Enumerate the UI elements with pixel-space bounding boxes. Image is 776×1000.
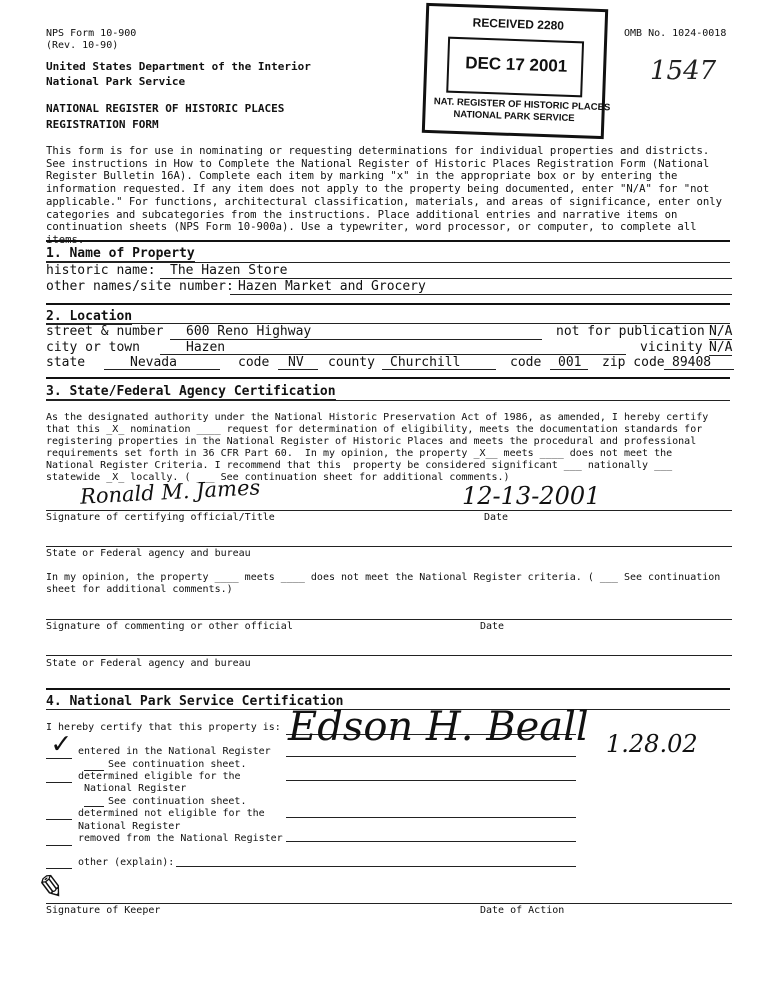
state-line [104,369,220,370]
comment-signature-line [46,619,732,620]
form-revision: (Rev. 10-90) [46,40,119,51]
zip-value: 89408 [672,355,712,370]
option-eligible-sub: National Register [84,783,187,794]
state-value: Nevada [130,355,177,370]
county-line [382,369,496,370]
certifying-date-label: Date [484,512,509,523]
county-code-value: 001 [558,355,582,370]
check-mark-icon: ✓ [52,726,71,761]
section1-heading: 1. Name of Property [46,246,195,261]
instructions-paragraph: This form is for use in nominating or requesting determinations for individual properties and districts. See instructions in How to Complete the National Register of Historic Places Registration Form (National Register Bulletin 16A). Complete each item by marking "x" in the appropriate box or by entering the information requested. If any item does not apply to the property being documented, enter "N/A" for "not applicable." For functions, architectural classification, materials, and areas of significance, enter only categories and subcategories from the instructions. Place additional entries and narrative items on continuation sheets (NPS Form 10-900a). Use a typewriter, word processor, or computer, to complete all items. [46,145,723,246]
divider [46,377,730,379]
county-label: county [328,355,375,370]
certification-line-1: As the designated authority under the National Historic Preservation Act of 1986, as amended, I hereby certify [46,412,709,423]
keeper-date-handwritten: 1.28.02 [606,730,698,758]
county-value: Churchill [390,355,461,370]
checkbox-removed[interactable] [46,845,72,846]
other-names-label: other names/site number: [46,279,234,294]
option-continuation-2: See continuation sheet. [108,796,247,807]
commenting-signature-label: Signature of commenting or other official [46,621,293,632]
other-names-line [230,294,732,295]
agency-line-2 [46,655,732,656]
option-line [286,756,576,757]
county-code-line [550,369,588,370]
section3-heading: 3. State/Federal Agency Certification [46,384,336,399]
keeper-signature: Edson H. Beall [288,704,589,750]
city-value: Hazen [186,340,226,355]
agency-label-2: State or Federal agency and bureau [46,658,251,669]
checkbox-continuation-2[interactable] [84,806,104,807]
divider [46,303,730,305]
street-line [170,339,542,340]
keeper-certify-intro: I hereby certify that this property is: [46,722,281,733]
option-line [286,817,576,818]
city-label: city or town [46,340,140,355]
date-of-action-label: Date of Action [480,905,565,916]
commenting-date-label: Date [480,621,505,632]
option-not-eligible-sub: National Register [78,821,181,832]
certification-line-4: requirements set forth in 36 CFR Part 60. In my opinion, the property _X__ meets ____ does not meet the [46,448,673,459]
stamp-received-text: RECEIVED 2280 [472,15,565,33]
keeper-initials-mark: ✎ [34,868,63,908]
stamp-nps-text: NATIONAL PARK SERVICE [453,108,575,125]
certification-line-6: statewide _X_ locally. ( ___ See continuation sheet for additional comments.) [46,472,510,483]
certification-line-3: registering properties in the National Register of Historic Places and meets the procedural and professional [46,436,697,447]
checkbox-not-eligible[interactable] [46,819,72,820]
divider [46,688,730,690]
handwritten-reference-number: 1547 [650,56,717,86]
received-stamp [422,3,611,139]
option-continuation-1: See continuation sheet. [108,759,247,770]
street-label: street & number [46,324,164,339]
stamp-date: DEC 17 2001 [464,53,568,76]
omb-number: OMB No. 1024-0018 [624,28,727,39]
keeper-signature-label: Signature of Keeper [46,905,161,916]
option-eligible: determined eligible for the [78,771,241,782]
other-names-value: Hazen Market and Grocery [238,279,426,294]
agency-label: State or Federal agency and bureau [46,548,251,559]
historic-name-value: The Hazen Store [170,263,288,278]
certification-date-handwritten: 12-13-2001 [462,482,601,510]
other-explain-line [176,866,576,867]
vicinity-value: N/A [709,340,733,355]
service-name: National Park Service [46,75,186,88]
state-code-label: code [238,355,270,370]
checkbox-eligible[interactable] [46,782,72,783]
section2-heading: 2. Location [46,309,133,324]
keeper-signature-line [46,903,732,904]
opinion-line-2: sheet for additional comments.) [46,584,233,595]
opinion-line-1: In my opinion, the property ____ meets ____ does not meet the National Register criteria. ( ___ See continuation [46,572,721,583]
state-code-value: NV [288,355,304,370]
not-for-publication-value: N/A [709,324,733,339]
county-code-label: code [510,355,542,370]
option-removed: removed from the National Register [78,833,283,844]
zip-line [664,369,734,370]
signature-line [46,510,732,511]
not-for-publication-label: not for publication [556,324,705,339]
vicinity-label: vicinity [640,340,703,355]
divider [46,240,730,242]
agency-line [46,546,732,547]
option-not-eligible: determined not eligible for the [78,808,265,819]
state-code-line [278,369,318,370]
certifying-signature-label: Signature of certifying official/Title [46,512,275,523]
historic-name-label: historic name: [46,263,156,278]
section4-heading: 4. National Park Service Certification [46,694,344,709]
zip-label: zip code [602,355,665,370]
form-title: NATIONAL REGISTER OF HISTORIC PLACES [46,102,285,115]
street-value: 600 Reno Highway [186,324,312,339]
option-other: other (explain): [78,857,175,868]
certification-line-2: that this _X_ nomination ____ request for determination of eligibility, meets the documentation standards for [46,424,703,435]
department-name: United States Department of the Interior [46,60,311,73]
option-line [286,780,576,781]
option-line [286,841,576,842]
form-number: NPS Form 10-900 [46,28,137,39]
divider [46,400,730,401]
certifying-official-signature: Ronald M. James [79,475,261,509]
state-label: state [46,355,86,370]
stamp-register-text: NAT. REGISTER OF HISTORIC PLACES [433,96,611,114]
certification-line-5: National Register Criteria. I recommend that this property be considered significant ___ nationally ___ [46,460,673,471]
form-subtitle: REGISTRATION FORM [46,118,159,131]
option-entered: entered in the National Register [78,746,271,757]
